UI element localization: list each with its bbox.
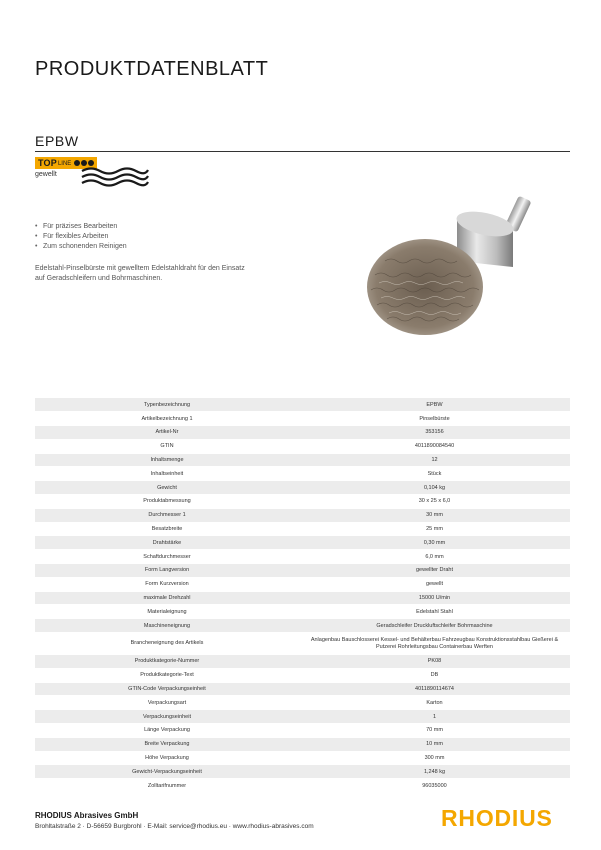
spec-value: 10 mm <box>299 737 570 751</box>
table-row <box>35 426 570 440</box>
table-row <box>35 696 570 710</box>
spec-value: DB <box>299 668 570 682</box>
rhodius-logo: RHODIUS <box>441 805 553 831</box>
spec-value: 353156 <box>299 426 570 440</box>
table-row <box>35 577 570 591</box>
table-row <box>35 536 570 550</box>
spec-label: GTIN <box>35 439 299 453</box>
spec-value: 300 mm <box>299 751 570 765</box>
table-row <box>35 467 570 481</box>
spec-label: Form Kurzversion <box>35 577 299 591</box>
spec-label: Gewicht-Verpackungseinheit <box>35 765 299 779</box>
spec-value: 0,30 mm <box>299 536 570 550</box>
spec-value: 25 mm <box>299 522 570 536</box>
header-divider <box>35 151 570 152</box>
spec-value: 96035000 <box>299 779 570 793</box>
spec-label: Drahtstärke <box>35 536 299 550</box>
spec-label: Verpackungseinheit <box>35 710 299 724</box>
spec-value: Edelstahl Stahl <box>299 605 570 619</box>
table-row <box>35 398 570 412</box>
spec-label: Gewicht <box>35 481 299 495</box>
table-row <box>35 605 570 619</box>
spec-label: Durchmesser 1 <box>35 508 299 522</box>
spec-label: maximale Drehzahl <box>35 591 299 605</box>
footer-address: Brohltalstraße 2 · D-56659 Burgbrohl · E-Mail: service@rhodius.eu · www.rhodius-abrasives.com <box>35 823 314 830</box>
footer-company: RHODIUS Abrasives GmbH <box>35 811 139 820</box>
spec-label: Produktkategorie-Text <box>35 668 299 682</box>
spec-value: 4011890084540 <box>299 439 570 453</box>
table-row <box>35 751 570 765</box>
spec-table <box>35 398 570 793</box>
spec-label: Breite Verpackung <box>35 737 299 751</box>
spec-label: GTIN-Code Verpackungseinheit <box>35 682 299 696</box>
spec-value: 6,0 mm <box>299 550 570 564</box>
spec-value: gewellter Draht <box>299 564 570 578</box>
spec-label: Form Langversion <box>35 564 299 578</box>
spec-label: Zolltarifnummer <box>35 779 299 793</box>
finish-label: gewellt <box>35 171 57 178</box>
table-row <box>35 765 570 779</box>
table-row <box>35 682 570 696</box>
table-row <box>35 591 570 605</box>
spec-value: Anlagenbau Bauschlosserei Kessel- und Behälterbau Fahrzeugbau Konstruktionsstahlbau Gießerei & Putzerei Rohrleitungsbau Containerbau Werften <box>299 633 570 655</box>
spec-value: 30 x 25 x 6,0 <box>299 495 570 509</box>
spec-label: Verpackungsart <box>35 696 299 710</box>
spec-label: Schaftdurchmesser <box>35 550 299 564</box>
feature-list <box>35 222 127 252</box>
table-row <box>35 412 570 426</box>
product-description: Edelstahl-Pinselbürste mit gewelltem Edelstahldraht für den Einsatz auf Geradschleifern und Bohrmaschinen. <box>35 265 245 282</box>
spec-value: 12 <box>299 453 570 467</box>
spec-value: gewellt <box>299 577 570 591</box>
table-row <box>35 495 570 509</box>
table-row <box>35 550 570 564</box>
spec-value: 4011890114674 <box>299 682 570 696</box>
table-row <box>35 655 570 669</box>
badge-line-text: LINE <box>57 161 72 167</box>
spec-value: EPBW <box>299 398 570 412</box>
table-row <box>35 453 570 467</box>
table-row <box>35 737 570 751</box>
table-row <box>35 710 570 724</box>
spec-value: 1,248 kg <box>299 765 570 779</box>
table-row <box>35 508 570 522</box>
product-code: EPBW <box>35 133 79 149</box>
wavy-wire-icon <box>80 165 150 189</box>
table-row <box>35 619 570 633</box>
spec-label: Artikel-Nr <box>35 426 299 440</box>
table-row <box>35 439 570 453</box>
feature-item: • Für präzises Bearbeiten <box>35 222 127 232</box>
feature-item: • Zum schonenden Reinigen <box>35 242 127 252</box>
table-row <box>35 564 570 578</box>
table-row <box>35 779 570 793</box>
page-title: PRODUKTDATENBLATT <box>35 58 269 80</box>
spec-label: Produktabmessung <box>35 495 299 509</box>
spec-label: Maschineneignung <box>35 619 299 633</box>
spec-label: Inhaltseinheit <box>35 467 299 481</box>
spec-value: Pinselbürste <box>299 412 570 426</box>
spec-label: Länge Verpackung <box>35 724 299 738</box>
spec-label: Materialeignung <box>35 605 299 619</box>
table-row <box>35 481 570 495</box>
spec-label: Inhaltsmenge <box>35 453 299 467</box>
spec-value: 70 mm <box>299 724 570 738</box>
feature-item: • Für flexibles Arbeiten <box>35 232 127 242</box>
spec-label: Typenbezeichnung <box>35 398 299 412</box>
spec-value: 1 <box>299 710 570 724</box>
brush-product-image <box>365 195 545 355</box>
spec-value: Karton <box>299 696 570 710</box>
spec-value: Stück <box>299 467 570 481</box>
badge-top-text: TOP <box>38 158 57 168</box>
spec-value: Geradschleifer Druckluftschleifer Bohrmaschine <box>299 619 570 633</box>
spec-label: Brancheneignung des Artikels <box>35 633 299 655</box>
spec-value: 30 mm <box>299 508 570 522</box>
spec-value: PK08 <box>299 655 570 669</box>
table-row <box>35 724 570 738</box>
table-row <box>35 522 570 536</box>
spec-label: Höhe Verpackung <box>35 751 299 765</box>
spec-label: Produktkategorie-Nummer <box>35 655 299 669</box>
spec-value: 15000 U/min <box>299 591 570 605</box>
table-row <box>35 668 570 682</box>
table-row <box>35 633 570 655</box>
spec-label: Besatzbreite <box>35 522 299 536</box>
spec-value: 0,104 kg <box>299 481 570 495</box>
spec-label: Artikelbezeichnung 1 <box>35 412 299 426</box>
